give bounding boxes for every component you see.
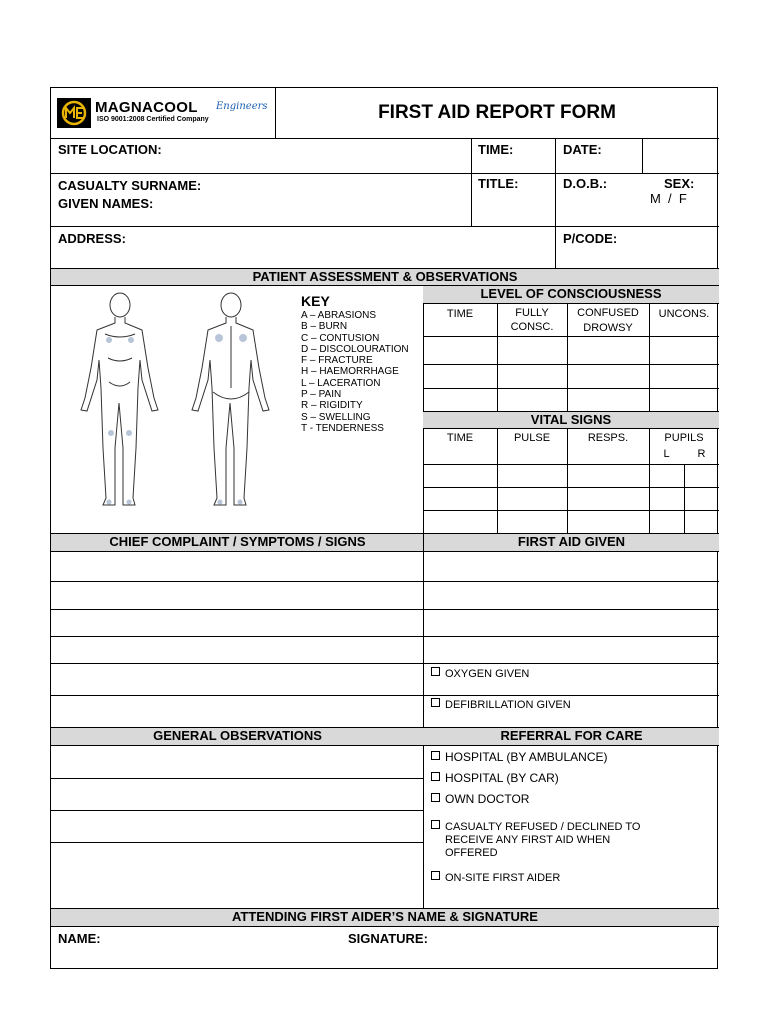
key-item: L – LACERATION: [301, 377, 381, 389]
signature-heading: ATTENDING FIRST AIDER’S NAME & SIGNATURE: [51, 908, 719, 927]
checkbox-icon: [431, 793, 440, 802]
pcode-label: P/CODE:: [563, 231, 618, 246]
defibrillation-given-label: DEFIBRILLATION GIVEN: [445, 699, 571, 711]
loc-col-uncons: UNCONS.: [658, 308, 710, 320]
vitals-col-resps: RESPS.: [587, 432, 629, 444]
first-aid-heading: FIRST AID GIVEN: [424, 533, 719, 552]
vitals-col-l: L: [663, 448, 670, 460]
form-title: FIRST AID REPORT FORM: [378, 102, 616, 123]
magnacool-logo-icon: [57, 98, 91, 128]
checkbox-icon: [431, 820, 440, 829]
loc-col-confused-2: DROWSY: [583, 322, 633, 334]
body-diagram: [63, 288, 289, 518]
key-item: H – HAEMORRHAGE: [301, 366, 399, 378]
checkbox-icon: [431, 751, 440, 760]
key-item: A – ABRASIONS: [301, 310, 377, 321]
key-item: R – RIGIDITY: [301, 400, 363, 412]
given-names-label: GIVEN NAMES:: [58, 196, 154, 211]
referral-option-refused[interactable]: [431, 820, 640, 860]
referral-heading: REFERRAL FOR CARE: [424, 727, 719, 746]
loc-col-fully-1: FULLY: [515, 307, 549, 319]
date-label: DATE:: [563, 142, 602, 157]
sex-label: SEX:: [664, 176, 695, 191]
referral-option-onsite[interactable]: [431, 871, 560, 884]
site-location-label: SITE LOCATION:: [58, 142, 162, 157]
first-aid-form: [50, 87, 718, 969]
title-field-label: TITLE:: [478, 176, 519, 191]
refused-line-1: CASUALTY REFUSED / DECLINED TO: [445, 821, 641, 833]
key-item: C – CONTUSION: [301, 332, 380, 344]
oxygen-given-label: OXYGEN GIVEN: [445, 668, 530, 680]
vital-signs-heading: VITAL SIGNS: [423, 411, 719, 429]
general-observations-heading: GENERAL OBSERVATIONS: [51, 727, 424, 746]
casualty-surname-label: CASUALTY SURNAME:: [58, 178, 202, 193]
referral-option-label: HOSPITAL (BY AMBULANCE): [445, 750, 608, 764]
consciousness-heading: LEVEL OF CONSCIOUSNESS: [423, 286, 719, 304]
refused-line-3: OFFERED: [445, 847, 498, 859]
address-label: ADDRESS:: [58, 231, 126, 246]
logo-script: Engineers: [216, 101, 268, 112]
key-item: F – FRACTURE: [301, 355, 373, 367]
dob-label: D.O.B.:: [563, 176, 608, 191]
referral-option-label: HOSPITAL (BY CAR): [445, 771, 559, 785]
loc-col-fully-2: CONSC.: [510, 321, 554, 333]
checkbox-icon: [431, 698, 440, 707]
referral-option-doctor[interactable]: [431, 792, 529, 806]
onsite-first-aider-label: ON-SITE FIRST AIDER: [445, 872, 561, 884]
company-logo: [57, 96, 269, 130]
key-item: P – PAIN: [301, 389, 342, 401]
key-item: S – SWELLING: [301, 411, 371, 423]
assessment-heading: PATIENT ASSESSMENT & OBSERVATIONS: [51, 268, 719, 286]
vitals-col-time: TIME: [446, 432, 474, 444]
oxygen-given-option[interactable]: [431, 667, 529, 680]
signature-label: SIGNATURE:: [348, 931, 428, 946]
referral-option-car[interactable]: [431, 771, 559, 785]
logo-brand: MAGNACOOL: [95, 99, 198, 116]
key-item: B – BURN: [301, 321, 348, 333]
checkbox-icon: [431, 871, 440, 880]
checkbox-icon: [431, 667, 440, 676]
key-item: D – DISCOLOURATION: [301, 343, 409, 355]
vitals-col-pulse: PULSE: [513, 432, 551, 444]
key-item: T - TENDERNESS: [301, 422, 384, 434]
vitals-col-r: R: [697, 448, 706, 460]
name-label: NAME:: [58, 931, 101, 946]
key-list: [301, 310, 409, 434]
loc-col-time: TIME: [446, 308, 474, 320]
checkbox-icon: [431, 772, 440, 781]
chief-complaint-heading: CHIEF COMPLAINT / SYMPTOMS / SIGNS: [51, 533, 424, 552]
refused-line-2: RECEIVE ANY FIRST AID WHEN: [445, 834, 611, 846]
sex-options: M / F: [650, 191, 687, 206]
vitals-col-pupils: PUPILS: [664, 432, 704, 444]
body-outline-icon: [63, 288, 289, 518]
referral-option-label: OWN DOCTOR: [445, 792, 530, 806]
defibrillation-given-option[interactable]: [431, 698, 571, 711]
logo-cert: ISO 9001:2008 Certified Company: [97, 116, 209, 123]
time-label: TIME:: [478, 142, 514, 157]
referral-option-ambulance[interactable]: [431, 750, 608, 764]
loc-col-confused-1: CONFUSED: [577, 307, 639, 319]
key-title: KEY: [301, 293, 330, 309]
